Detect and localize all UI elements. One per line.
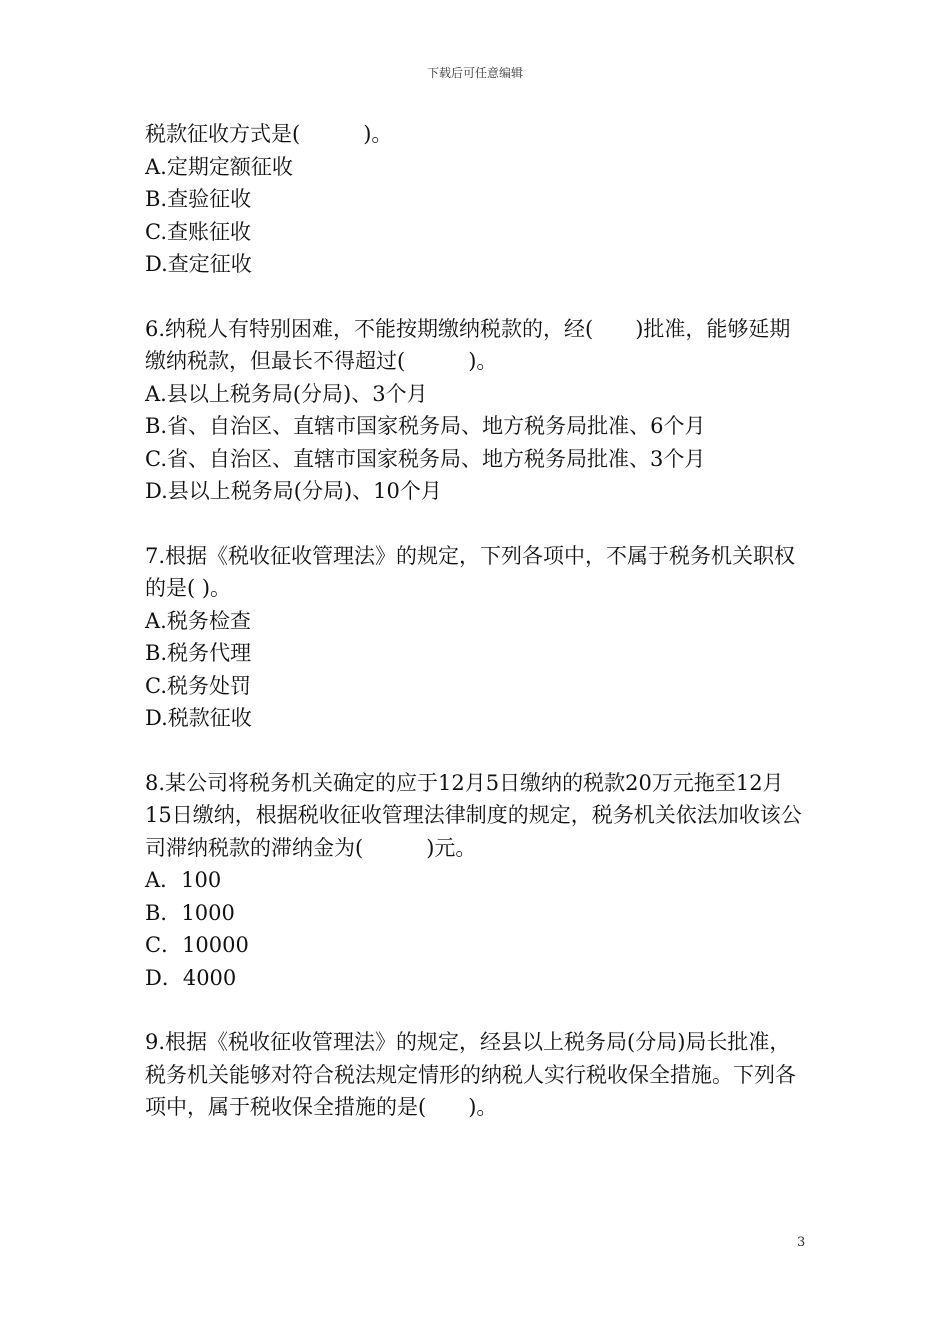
option-b: B.查验征收 [145,187,252,211]
question-5 [145,118,810,281]
document-body [145,118,810,1124]
option-a: A.税务检查 [145,608,251,633]
question-6 [145,313,810,508]
option-b: B.省、自治区、直辖市国家税务局、地方税务局批准、6个月 [145,414,706,438]
option-d: D.县以上税务局(分局)、10个月 [145,479,442,503]
option-d: D.税款征收 [145,706,252,730]
page-header: 下载后可任意编辑 [426,66,523,80]
question-stem: 7.根据《税收征收管理法》的规定，下列各项中，不属于税务机关职权的是( )。 [145,543,796,600]
option-b: B.税务代理 [145,641,252,665]
option-c: C.省、自治区、直辖市国家税务局、地方税务局批准、3个月 [145,446,706,471]
question-8 [145,767,810,995]
question-9 [145,1026,810,1124]
question-stem: 9.根据《税收征收管理法》的规定，经县以上税务局(分局)局长批准，税务机关能够对符合税法规定情形的纳税人实行税收保全措施。下列各项中，属于税收保全措施的是( )。 [145,1030,796,1119]
option-d: D．4000 [145,965,237,990]
page-number: 3 [797,1235,806,1250]
option-c: C.查账征收 [145,219,251,244]
option-c: C.税务处罚 [145,673,251,698]
option-b: B．1000 [145,900,235,925]
option-a: A.县以上税务局(分局)、3个月 [145,381,428,406]
option-a: A．100 [145,868,222,892]
option-a: A.定期定额征收 [145,154,293,179]
question-stem: 8.某公司将税务机关确定的应于12月5日缴纳的税款20万元拖至12月15日缴纳，根据税收征收管理法律制度的规定，税务机关依法加收该公司滞纳税款的滞纳金为( )元。 [145,770,802,860]
question-stem: 税款征收方式是( )。 [145,122,393,146]
option-c: C．10000 [145,933,249,957]
question-7 [145,540,810,735]
option-d: D.查定征收 [145,252,252,276]
question-stem: 6.纳税人有特别困难，不能按期缴纳税款的，经( )批准，能够延期缴纳税款，但最长不得超过( )。 [145,316,791,373]
